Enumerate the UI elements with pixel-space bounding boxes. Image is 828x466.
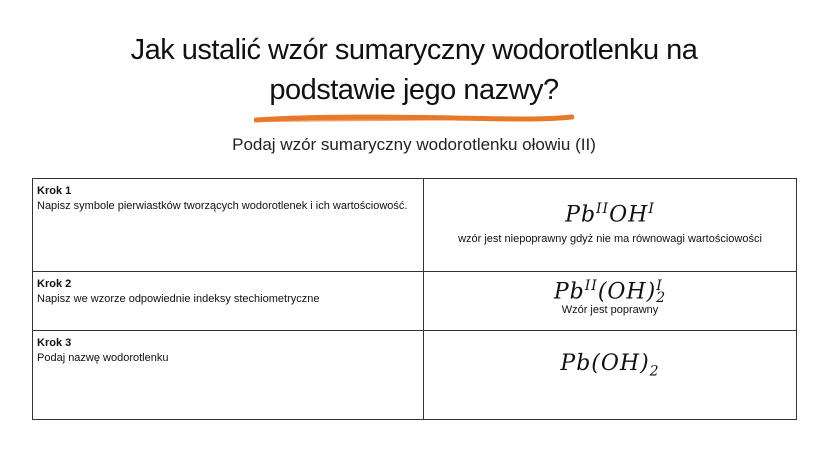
step-instruction-cell — [33, 272, 424, 331]
formula-valence: II — [584, 278, 598, 294]
step-label: Krok 3 — [37, 337, 72, 349]
formula-valence: I — [656, 278, 663, 295]
formula — [424, 351, 796, 379]
formula-note: Wzór jest poprawny — [561, 304, 659, 317]
formula-valence: II — [596, 201, 610, 217]
formula-group: OH — [609, 202, 649, 228]
title-line-1: Jak ustalić wzór sumaryczny wodorotlenku na — [130, 34, 698, 66]
formula-group: (OH) — [597, 279, 657, 305]
step-description: Podaj nazwę wodorotlenku — [37, 352, 169, 364]
formula — [424, 278, 796, 307]
title-line-2: podstawie jego nazwy? — [269, 74, 559, 106]
table-row — [33, 179, 797, 272]
subtitle: Podaj wzór sumaryczny wodorotlenku ołowiu (II) — [232, 135, 596, 154]
slide-title — [0, 30, 828, 110]
step-label: Krok 2 — [37, 278, 72, 290]
formula-valence: I — [648, 201, 655, 217]
step-description: Napisz we wzorze odpowiednie indeksy stechiometryczne — [37, 293, 320, 305]
formula-note: wzór jest niepoprawny gdyż nie ma równowagi wartościowości — [458, 233, 762, 246]
step-label: Krok 1 — [37, 185, 72, 197]
formula-element: Pb — [565, 202, 597, 228]
step-answer-cell — [424, 179, 797, 272]
step-answer-cell — [424, 272, 797, 331]
formula-index: 2 — [656, 290, 667, 307]
formula-index: 2 — [649, 363, 660, 380]
formula-compound: Pb(OH) — [560, 351, 650, 376]
title-underline-stroke — [254, 112, 574, 126]
steps-table — [32, 178, 797, 420]
formula — [424, 201, 796, 227]
table-row — [33, 331, 797, 420]
step-description: Napisz symbole pierwiastków tworzących wodorotlenek i ich wartościowość. — [37, 200, 408, 212]
table-row — [33, 272, 797, 331]
step-answer-cell — [424, 331, 797, 420]
step-instruction-cell — [33, 331, 424, 420]
step-instruction-cell — [33, 179, 424, 272]
formula-element: Pb — [553, 279, 585, 305]
